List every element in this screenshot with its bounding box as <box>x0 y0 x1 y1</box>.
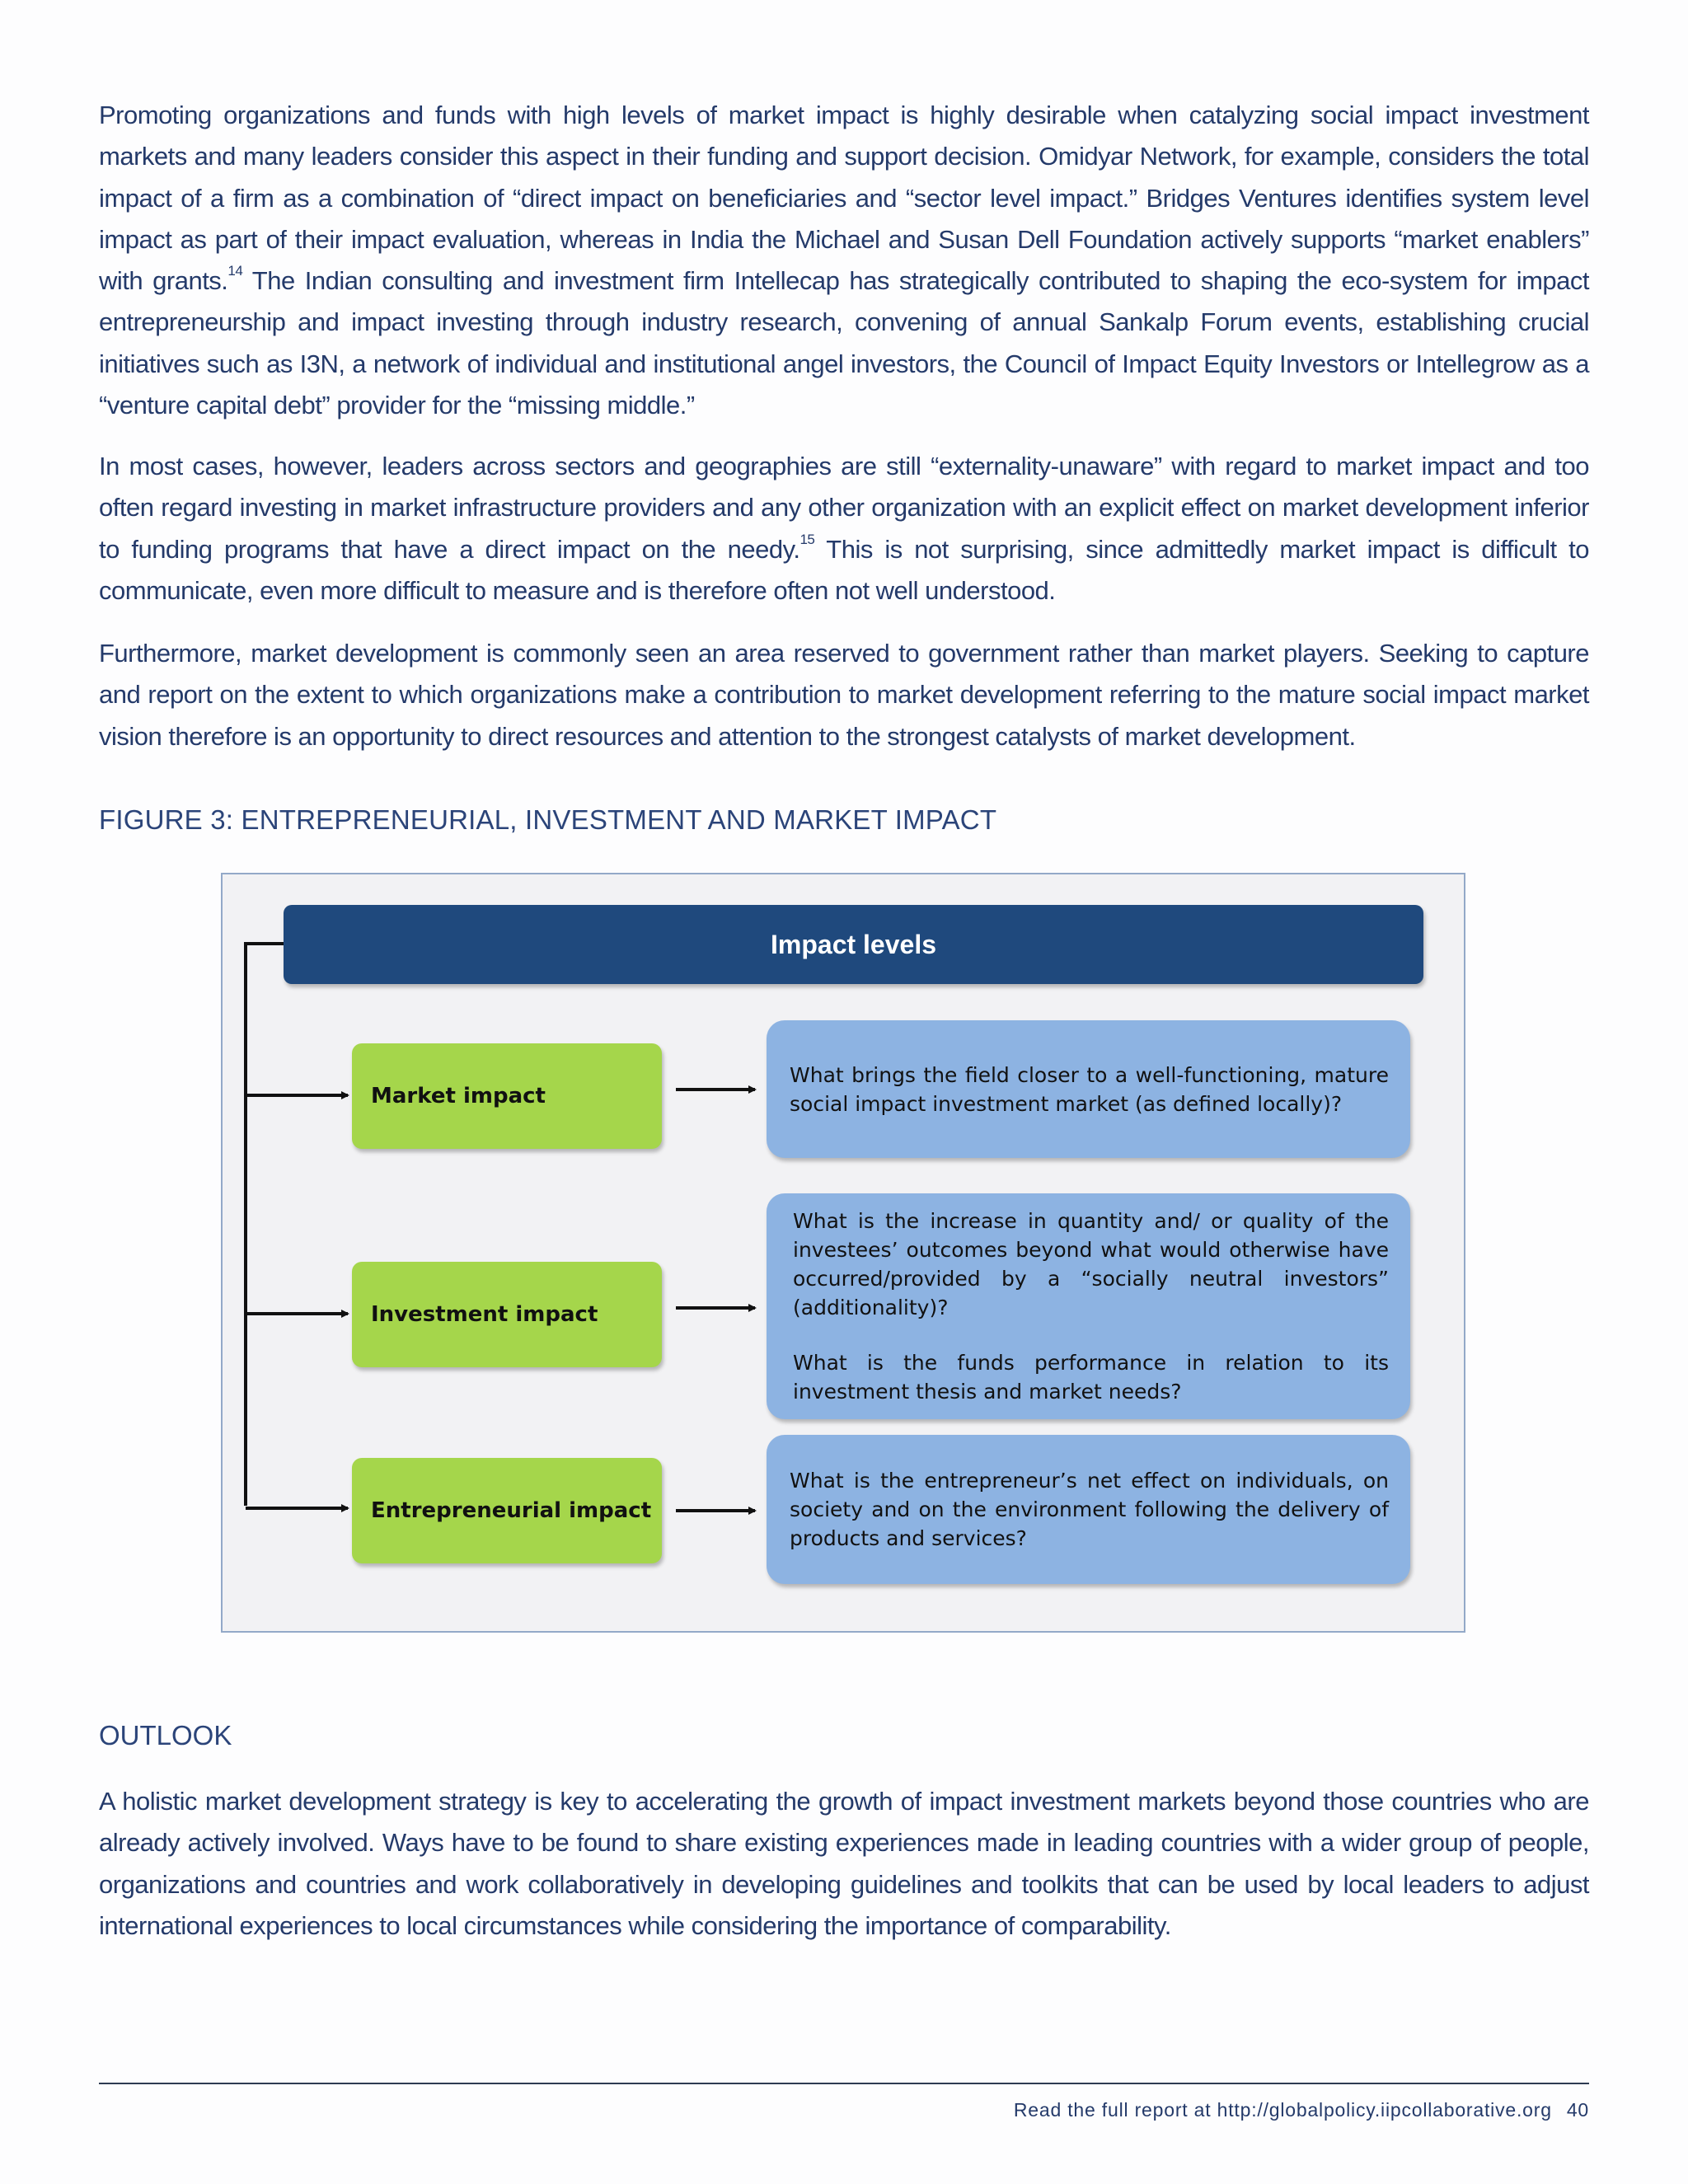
body-paragraph-3: Furthermore, market development is commonly seen an area reserved to government rather than market players. Seeking to capture and report on the extent to which organizations make a contribution to market development referring to the mature social impact market vision therefore is an opportunity to direct resources and attention to the strongest catalysts of market development. <box>99 639 1589 751</box>
connector-trunk <box>246 944 284 1506</box>
investment-impact-question <box>767 1193 1410 1419</box>
market-impact-question <box>767 1020 1410 1158</box>
impact-levels-header: Impact levels <box>284 905 1423 984</box>
entrepreneurial-impact-box: Entrepreneurial impact <box>352 1458 662 1563</box>
footnote-ref[interactable]: 14 <box>227 263 243 279</box>
market-impact-box: Market impact <box>352 1043 662 1149</box>
footer-link[interactable]: Read the full report at http://globalpolicy.iipcollaborative.org <box>1013 2099 1552 2121</box>
question-text: What brings the field closer to a well-functioning, mature social impact investment market (as defined locally)? <box>790 1062 1389 1116</box>
question-text: What is the funds performance in relation to its investment thesis and market needs? <box>793 1351 1389 1404</box>
footer-divider <box>99 2083 1589 2084</box>
entrepreneurial-impact-question <box>767 1435 1410 1584</box>
question-text: What is the increase in quantity and/ or quality of the investees’ outcomes beyond what would otherwise have occurred/provided by a “socially neutral investors” (additionality)? <box>793 1209 1389 1319</box>
investment-impact-box: Investment impact <box>352 1262 662 1367</box>
outlook-heading: OUTLOOK <box>99 1720 232 1750</box>
footnote-ref[interactable]: 15 <box>799 531 815 547</box>
outlook-paragraph: A holistic market development strategy is key to accelerating the growth of impact investment markets beyond those countries who are already actively involved. Ways have to be found to share existing experiences made in leading countries with a wider group of people, organizations and countries and work collaboratively in developing guidelines and toolkits that can be used by local leaders to adjust international experiences to local circumstances while considering the importance of comparability. <box>99 1787 1589 1940</box>
body-paragraph-2: In most cases, however, leaders across sectors and geographies are still “externality-unaware” with regard to market impact and too often regard investing in market infrastructure providers and any other organization with an explicit effect on market development inferior to funding programs that have a direct impact on the needy.$^{15}$ This is not surprising, since admittedly market impact is difficult to communicate, even more difficult to measure and is therefore often not well understood. <box>99 452 1589 605</box>
impact-levels-diagram <box>221 873 1465 1633</box>
page-number: 40 <box>1566 2099 1589 2121</box>
figure-title: FIGURE 3: ENTREPRENEURIAL, INVESTMENT AND MARKET IMPACT <box>99 804 997 835</box>
body-paragraph-1: Promoting organizations and funds with high levels of market impact is highly desirable when catalyzing social impact investment markets and many leaders consider this aspect in their funding and support decision. Omidyar Network, for example, considers the total impact of a firm as a combination of “direct impact on beneficiaries and “sector level impact.” Bridges Ventures identifies system level impact as part of their impact evaluation, whereas in India the Michael and Susan Dell Foundation actively supports “market enablers” with grants.$^{14}$ The Indian consulting and investment firm Intellecap has strategically contributed to shaping the eco-system for impact entrepreneurship and impact investing through industry research, convening of annual Sankalp Forum events, establishing crucial initiatives such as I3N, a network of individual and institutional angel investors, the Council of Impact Equity Investors or Intellegrow as a “venture capital debt” provider for the “missing middle.” <box>99 101 1589 420</box>
page-footer <box>1014 2099 1589 2121</box>
question-text: What is the entrepreneur’s net effect on individuals, on society and on the environment following the delivery of products and services? <box>790 1469 1389 1550</box>
